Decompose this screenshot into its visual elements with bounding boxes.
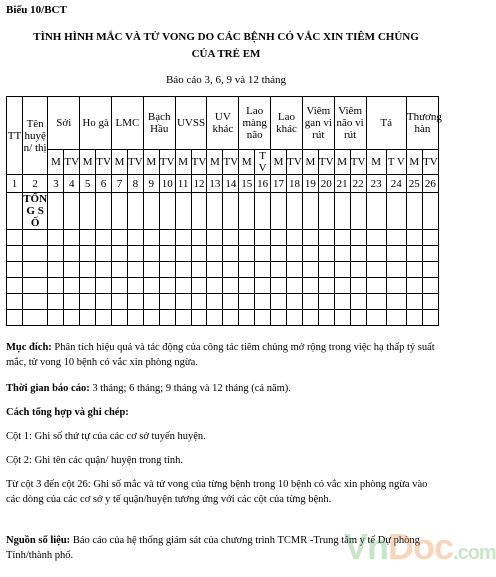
col3-26-note: Từ cột 3 đến cột 26: Ghi số mắc và tử vong của từng bệnh trong 10 bệnh có vắc xin phòng ngừa vào các dòng của các cơ sở y tế quận/huyện tương ứng với các cột của từng bệnh. bbox=[6, 479, 428, 505]
purpose-text: Phân tích hiệu quả và tác động của công tác tiêm chủng mở rộng trong việc hạ thấp tỷ suất mắc, tử vong 10 bệnh có vắc xin phòng ngừa. bbox=[6, 342, 435, 368]
col-number: 4 bbox=[64, 175, 80, 193]
col-number: 9 bbox=[143, 175, 159, 193]
table-row bbox=[7, 246, 439, 262]
table-row bbox=[7, 294, 439, 310]
col-number: 2 bbox=[22, 175, 47, 193]
col-number: 19 bbox=[302, 175, 318, 193]
purpose-paragraph bbox=[6, 340, 442, 370]
table-row bbox=[7, 310, 439, 326]
tv-header: TV bbox=[286, 150, 302, 175]
col-number: 14 bbox=[223, 175, 239, 193]
m-header: M bbox=[334, 150, 350, 175]
disease-header: LMC bbox=[112, 97, 144, 150]
watermark-part: Vn bbox=[344, 526, 389, 567]
m-header: M bbox=[175, 150, 191, 175]
disease-header: Lao màng não bbox=[239, 97, 271, 150]
method-heading: Cách tổng hợp và ghi chép: bbox=[6, 407, 129, 418]
watermark-part: .com bbox=[453, 542, 496, 564]
disease-header: Bạch Hầu bbox=[143, 97, 175, 150]
purpose-label: Mục đích: bbox=[6, 342, 52, 353]
m-header: M bbox=[48, 150, 64, 175]
col-number: 10 bbox=[159, 175, 175, 193]
tv-header: TV bbox=[350, 150, 366, 175]
col-number: 17 bbox=[271, 175, 287, 193]
col-number: 18 bbox=[286, 175, 302, 193]
disease-header: Viêm gan vi rút bbox=[302, 97, 334, 150]
col-number: 21 bbox=[334, 175, 350, 193]
column-number-row bbox=[7, 175, 439, 193]
disease-header: Thương hàn bbox=[406, 97, 438, 150]
col-number: 25 bbox=[406, 175, 422, 193]
disease-header: Lao khác bbox=[271, 97, 303, 150]
m-header: M bbox=[271, 150, 287, 175]
disease-header: UVSS bbox=[175, 97, 207, 150]
col-number: 12 bbox=[191, 175, 207, 193]
source-label: Nguồn số liệu: bbox=[6, 535, 71, 546]
col-number: 6 bbox=[96, 175, 112, 193]
tv-header: TV bbox=[64, 150, 80, 175]
tv-header: TV bbox=[318, 150, 334, 175]
source-text: Báo cáo của hệ thống giám sát của chương trình TCMR -Trung tâm y tế Dự phòng Tỉnh/thành phố. bbox=[6, 535, 420, 561]
empty-rows bbox=[7, 230, 439, 326]
tv-header: TV bbox=[223, 150, 239, 175]
form-code: Biểu 10/BCT bbox=[6, 4, 67, 16]
time-paragraph bbox=[6, 381, 442, 396]
col-number: 7 bbox=[112, 175, 128, 193]
tv-header: TV bbox=[159, 150, 175, 175]
doc-subtitle: Báo cáo 3, 6, 9 và 12 tháng bbox=[165, 74, 287, 86]
col-number: 23 bbox=[366, 175, 386, 193]
disease-header: UV khác bbox=[207, 97, 239, 150]
col-number: 11 bbox=[175, 175, 191, 193]
time-text: 3 tháng; 6 tháng; 9 tháng và 12 tháng (cả năm). bbox=[89, 383, 291, 394]
col-number: 13 bbox=[207, 175, 223, 193]
tv-header: TV bbox=[422, 150, 438, 175]
col-number: 8 bbox=[127, 175, 143, 193]
doc-title-cont: CỦA TRẺ EM bbox=[191, 48, 261, 60]
m-header: M bbox=[207, 150, 223, 175]
header-row bbox=[7, 97, 439, 150]
col-number: 26 bbox=[422, 175, 438, 193]
col-number: 20 bbox=[318, 175, 334, 193]
total-row bbox=[7, 193, 439, 230]
doc-title: TÌNH HÌNH MẮC VÀ TỬ VONG DO CÁC BỆNH CÓ VẮC XIN TIÊM CHỦNG bbox=[33, 31, 419, 43]
col1-note: Cột 1: Ghi số thứ tự của các cơ sở tuyến huyện. bbox=[6, 431, 206, 442]
col-number: 15 bbox=[239, 175, 255, 193]
report-table bbox=[6, 96, 442, 326]
tv-header: T V bbox=[386, 150, 406, 175]
col-number: 24 bbox=[386, 175, 406, 193]
tv-header: TV bbox=[127, 150, 143, 175]
table-row bbox=[7, 230, 439, 246]
total-label: TỔNG SỐ bbox=[23, 193, 48, 229]
m-header: M bbox=[239, 150, 255, 175]
m-header: M bbox=[80, 150, 96, 175]
col-number: 1 bbox=[7, 175, 23, 193]
disease-header: Tả bbox=[366, 97, 406, 150]
tv-header: T V bbox=[255, 150, 271, 175]
disease-header: Viêm não vi rút bbox=[334, 97, 366, 150]
disease-header: Sởi bbox=[48, 97, 80, 150]
tv-header: TV bbox=[96, 150, 112, 175]
time-label: Thời gian báo cáo: bbox=[6, 383, 90, 394]
col-number: 3 bbox=[48, 175, 64, 193]
m-header: M bbox=[112, 150, 128, 175]
table-row bbox=[7, 278, 439, 294]
subheader-row bbox=[7, 150, 439, 175]
table-row bbox=[7, 262, 439, 278]
tv-header: TV bbox=[191, 150, 207, 175]
watermark-part: Doc bbox=[388, 526, 454, 567]
col2-note: Cột 2: Ghi tên các quận/ huyện trong tỉnh. bbox=[6, 455, 184, 466]
disease-header: Ho gà bbox=[80, 97, 112, 150]
m-header: M bbox=[366, 150, 386, 175]
col-unit: Tên huyện/ thị bbox=[22, 97, 47, 175]
watermark-logo bbox=[344, 526, 496, 568]
col-number: 22 bbox=[350, 175, 366, 193]
m-header: M bbox=[302, 150, 318, 175]
col-number: 5 bbox=[80, 175, 96, 193]
m-header: M bbox=[143, 150, 159, 175]
m-header: M bbox=[406, 150, 422, 175]
col-number: 16 bbox=[255, 175, 271, 193]
col-tt: TT bbox=[7, 97, 23, 175]
